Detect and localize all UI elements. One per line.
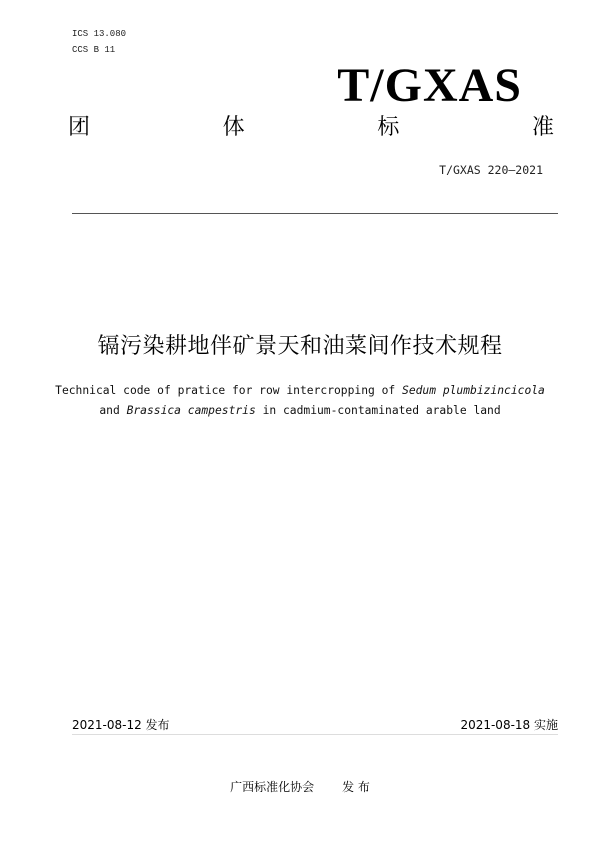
publisher-name: 广西标准化协会: [230, 780, 315, 794]
species-name-sedum: Sedum plumbizincicola: [402, 384, 545, 397]
species-name-brassica: Brassica campestris: [126, 404, 256, 417]
ics-code: ICS 13.080: [72, 29, 127, 39]
standard-type-char: 团: [68, 115, 91, 140]
standard-type-char: 体: [222, 115, 245, 140]
chinese-title: 镉污染耕地伴矿景天和油菜间作技术规程: [97, 334, 503, 359]
english-title-line-1: [0, 381, 600, 401]
standard-type-char: 准: [531, 115, 554, 140]
english-title: [0, 381, 600, 421]
standard-number: T/GXAS 220—2021: [439, 163, 543, 177]
standard-brand-logo: T/GXAS: [337, 59, 522, 112]
standard-type-heading: [68, 117, 554, 139]
publisher-action: 发 布: [342, 780, 370, 794]
publisher-line: [0, 778, 600, 795]
english-title-text: in cadmium-contaminated arable land: [255, 404, 501, 417]
standard-type-char: 标: [377, 115, 400, 140]
english-title-line-2: [0, 401, 600, 421]
footer-divider: [72, 734, 558, 735]
publish-date: 2021-08-12 发布: [72, 718, 170, 732]
header-divider: [72, 213, 558, 214]
english-title-text: and: [99, 404, 127, 417]
ccs-code: CCS B 11: [72, 45, 116, 55]
english-title-text: Technical code of pratice for row intercropping of: [55, 384, 403, 397]
implement-date: 2021-08-18 实施: [460, 718, 558, 732]
